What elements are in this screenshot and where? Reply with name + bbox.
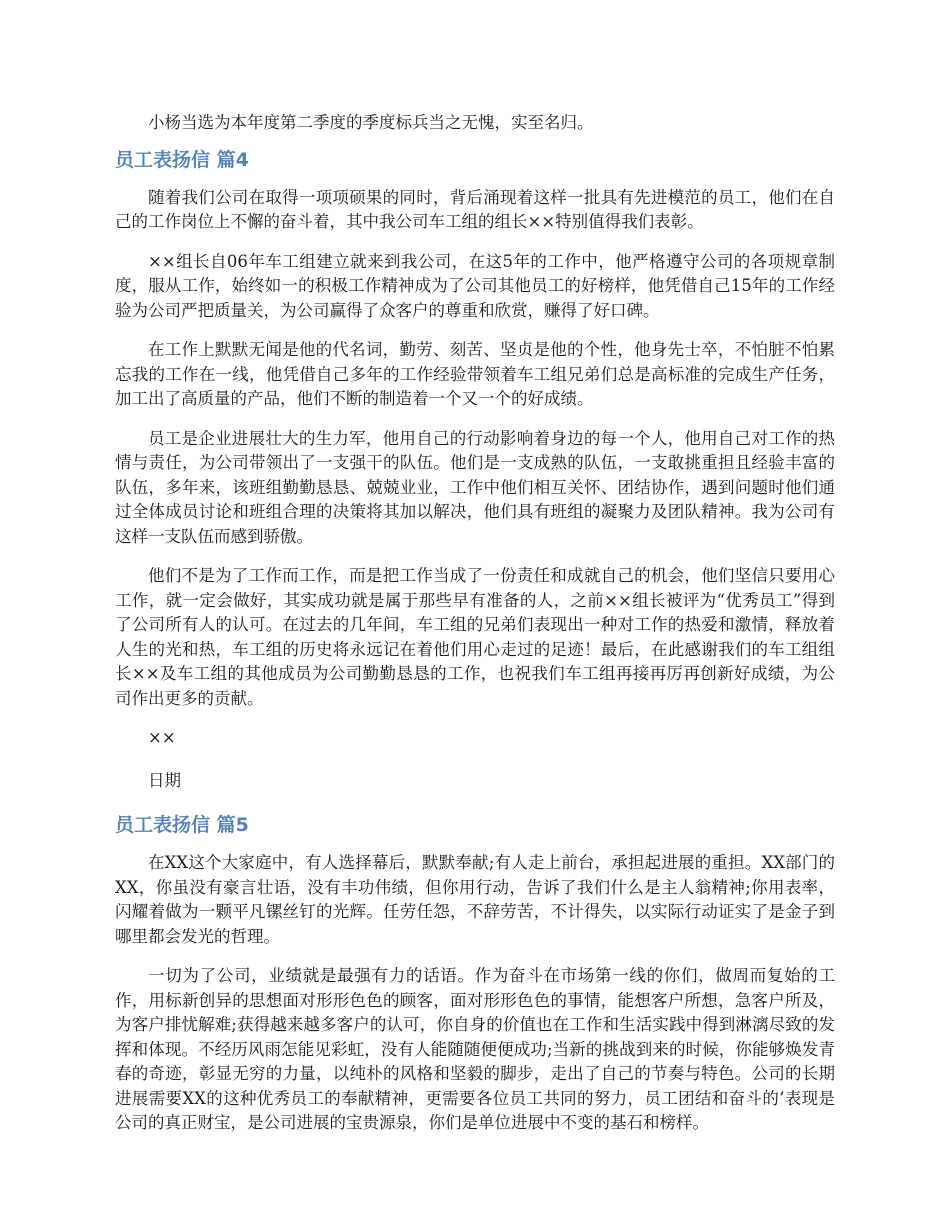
- section-4-paragraph-4: 员工是企业进展壮大的生力军，他用自己的行动影响着身边的每一个人，他用自己对工作的热情与责任，为公司带领出了一支强干的队伍。他们是一支成熟的队伍，一支敢挑重担且经验丰富的队伍，多年来，该班组勤勤恳恳、兢兢业业，工作中他们相互关怀、团结协作，遇到问题时他们通过全体成员讨论和班组合理的决策将其加以解决，他们具有班组的凝聚力及团队精神。我为公司有这样一支队伍而感到骄傲。: [115, 428, 835, 546]
- section-5-paragraph-1: 在XX这个大家庭中，有人选择幕后，默默奉献;有人走上前台，承担起进展的重担。XX部门的XX，你虽没有豪言壮语，没有丰功伟绩，但你用行动，告诉了我们什么是主人翁精神;你用表率，闪耀着做为一颗平凡镙丝钉的光辉。任劳任怨，不辞劳苦，不计得失，以实际行动证实了是金子到哪里都会发光的哲理。: [115, 853, 835, 946]
- section-4-paragraph-5: 他们不是为了工作而工作，而是把工作当成了一份责任和成就自己的机会，他们坚信只要用心工作，就一定会做好，其实成功就是属于那些早有准备的人，之前××组长被评为“优秀员工”得到了公司所有人的认可。在过去的几年间，车工组的兄弟们表现出一种对工作的热爱和激情，释放着人生的光和热，车工组的历史将永远记在着他们用心走过的足迹！最后，在此感谢我们的车工组组长××及车工组的其他成员为公司勤勤恳恳的工作，也祝我们车工组再接再厉再创新好成绩，为公司作出更多的贡献。: [115, 566, 835, 708]
- section-4-paragraph-1: 随着我们公司在取得一项项硕果的同时，背后涌现着这样一批具有先进模范的员工，他们在自己的工作岗位上不懈的奋斗着，其中我公司车工组的组长××特别值得我们表彰。: [115, 187, 835, 231]
- signature: ××: [148, 728, 176, 747]
- section-4-paragraph-3: 在工作上默默无闻是他的代名词，勤劳、刻苦、坚贞是他的个性，他身先士卒，不怕脏不怕累忘我的工作在一线，他凭借自己多年的工作经验带领着车工组兄弟们总是高标准的完成生产任务，加工出了高质量的产品，他们不断的制造着一个又一个的好成绩。: [115, 340, 835, 408]
- date-line: 日期: [148, 770, 181, 790]
- section-heading-4: 员工表扬信 篇4: [115, 148, 249, 171]
- section-heading-5: 员工表扬信 篇5: [115, 814, 249, 836]
- intro-paragraph: 小杨当选为本年度第二季度的季度标兵当之无愧，实至名归。: [148, 113, 594, 132]
- section-4-paragraph-2: ××组长自06年车工组建立就来到我公司，在这5年的工作中，他严格遵守公司的各项规章制度，服从工作，始终如一的积极工作精神成为了公司其他员工的好榜样，他凭借自己15年的工作经验为公司严把质量关，为公司赢得了众客户的尊重和欣赏，赚得了好口碑。: [115, 251, 835, 320]
- section-5-paragraph-2: 一切为了公司，业绩就是最强有力的话语。作为奋斗在市场第一线的你们，做周而复始的工作，用标新创异的思想面对形形色色的顾客，面对形形色色的事情，能想客户所想，急客户所及，为客户排忧解难;获得越来越多客户的认可，你自身的价值也在工作和生活实践中得到淋漓尽致的发挥和体现。不经历风雨怎能见彩虹，没有人能随随便便成功;当新的挑战到来的时候，你能够焕发青春的奇迹，彰显无穷的力量，以纯朴的风格和坚毅的脚步，走出了自己的节奏与特色。公司的长期进展需要XX的这种优秀员工的奉献精神，更需要各位员工共同的努力，员工团结和奋斗的’表现是公司的真正财宝，是公司进展的宝贵源泉，你们是单位进展中不变的基石和榜样。: [115, 966, 835, 1132]
